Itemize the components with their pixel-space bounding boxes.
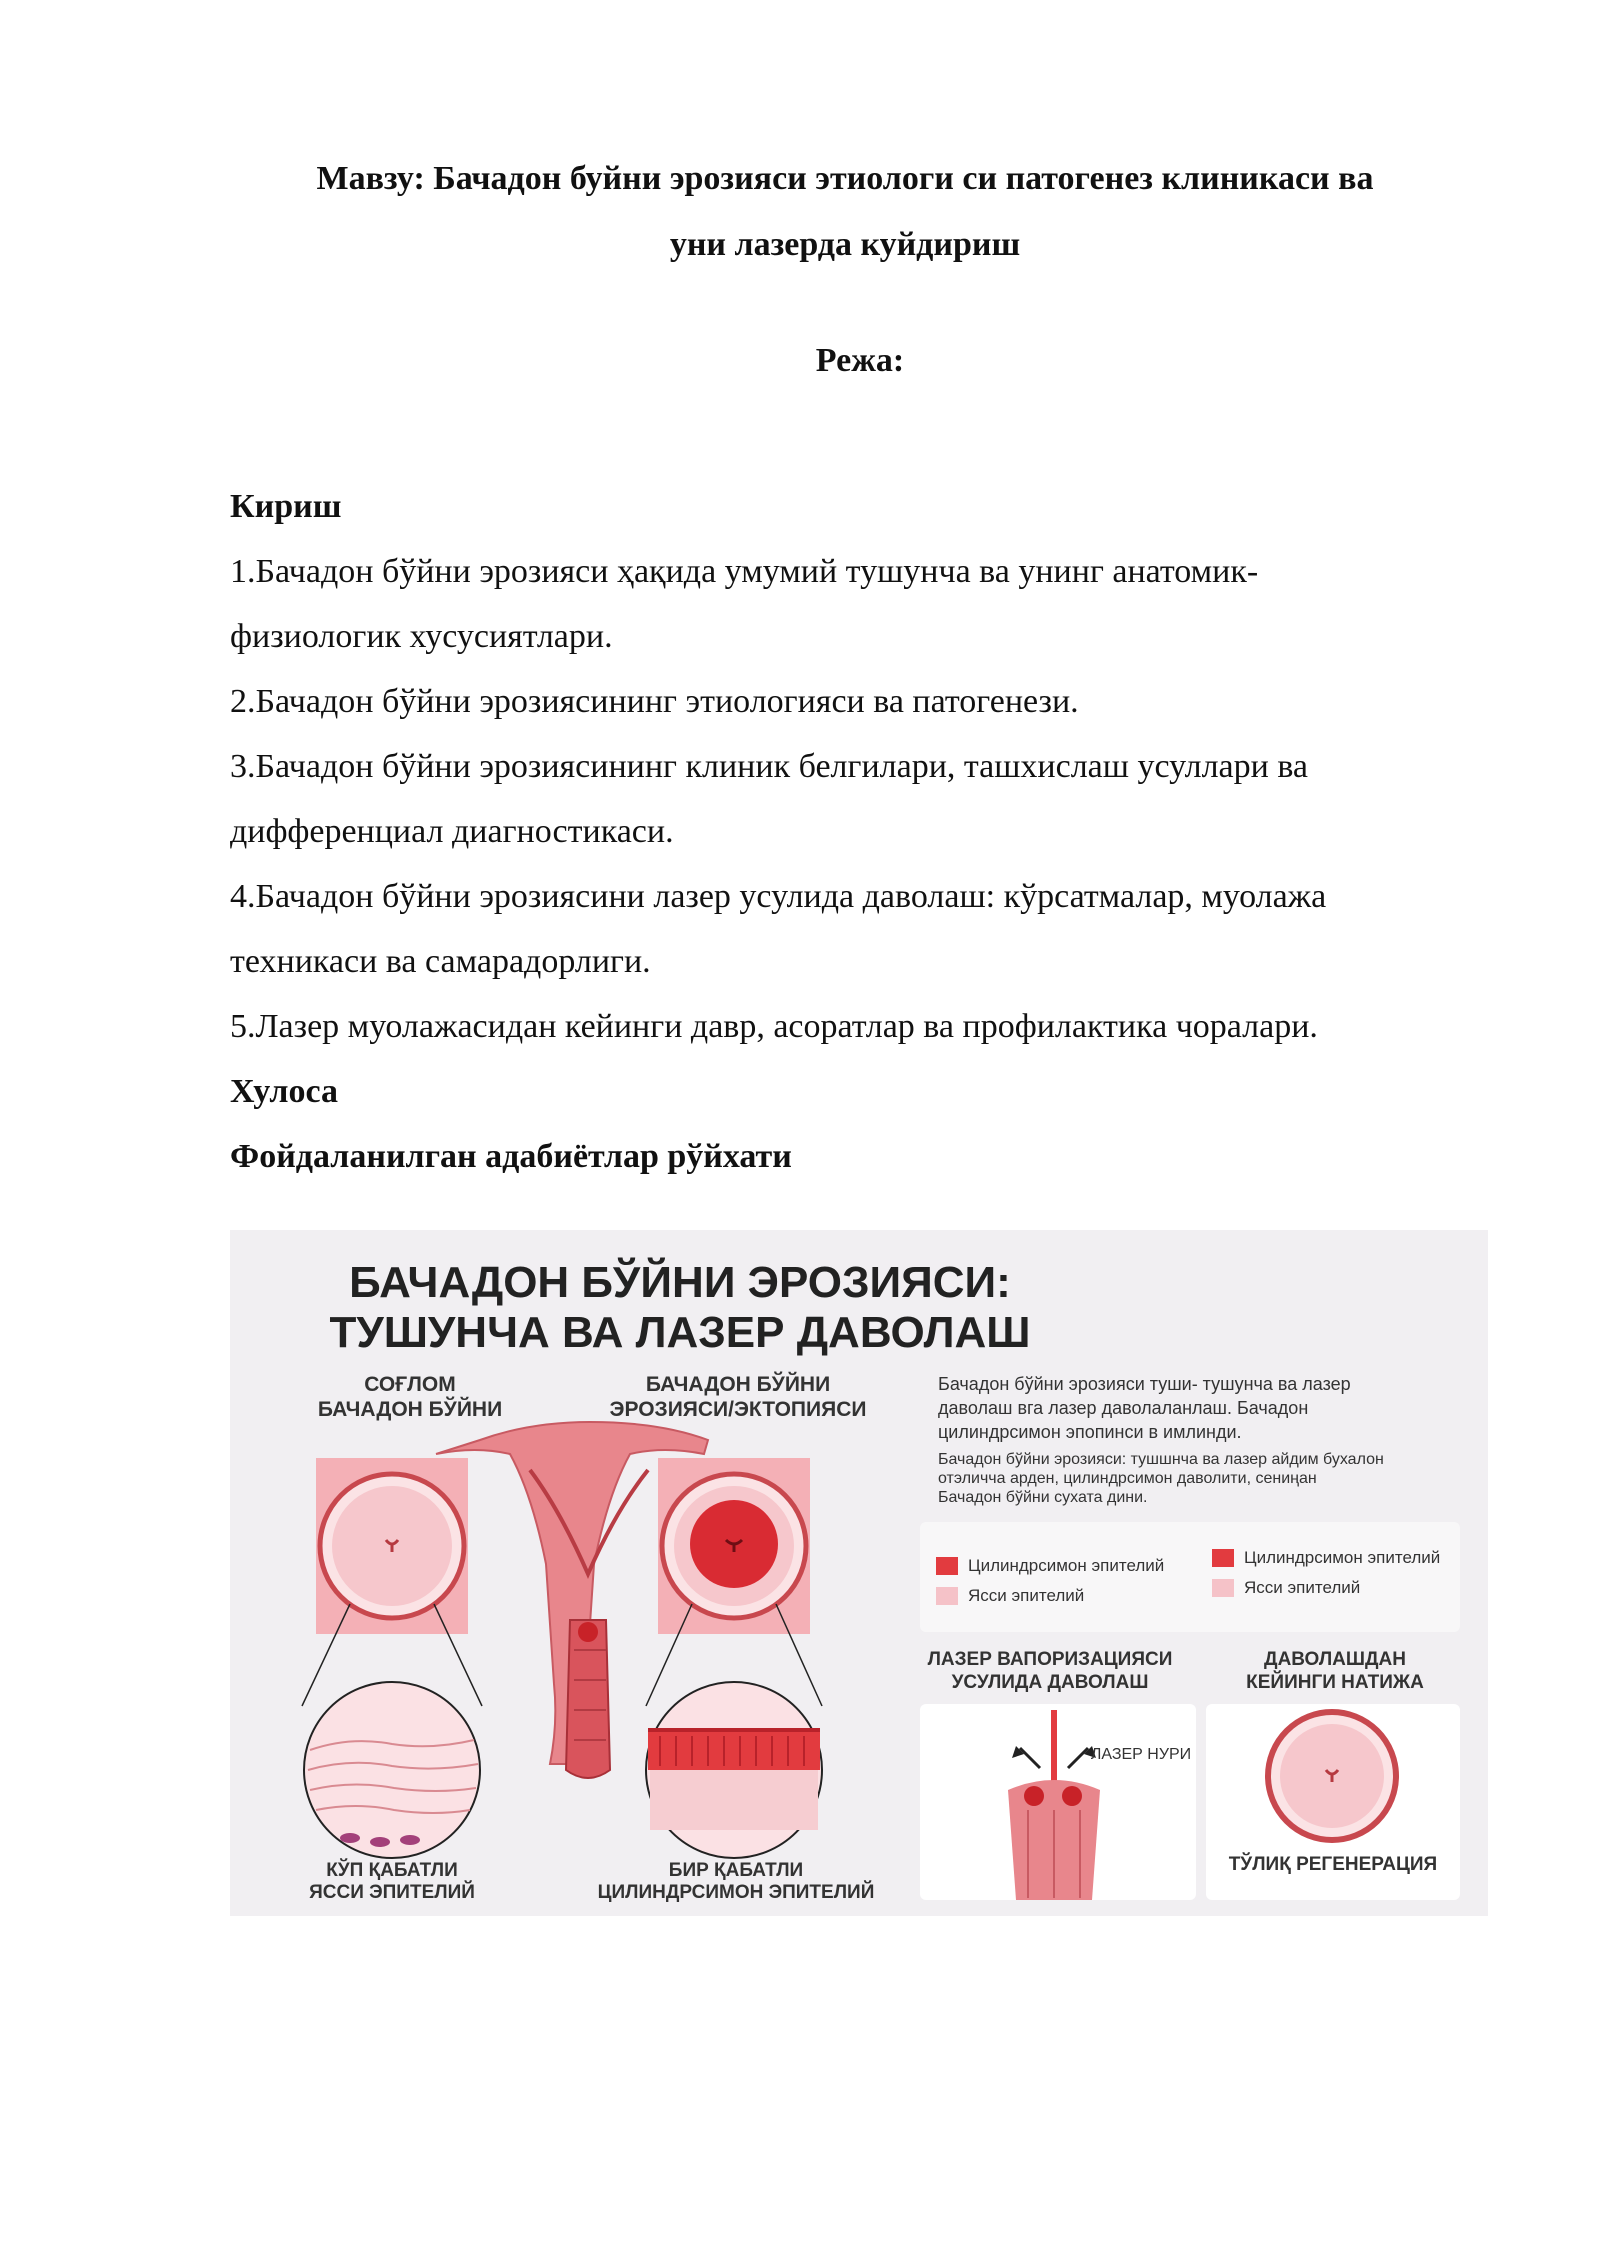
legend-label: Ясси эпителий [968, 1586, 1085, 1605]
plan-item-4a: 4.Бачадон бўйни эрозиясини лазер усулида даволаш: кўрсатмалар, муолажа [230, 878, 1327, 915]
infographic-title-line-2: ТУШУНЧА ВА ЛАЗЕР ДАВОЛАШ [329, 1308, 1031, 1357]
title-line-1: Мавзу: Бачадон буйни эрозияси этиологи си патогенез клиникаси ва [316, 160, 1374, 197]
legend-label: Цилиндрсимон эпителий [1244, 1548, 1441, 1567]
plan-heading: Режа: [815, 342, 905, 379]
references-heading: Фойдаланилган адабиётлар рўйхати [230, 1138, 792, 1175]
desc-line-5: отэличча арден, цилиндрсимон даволити, сениңан [938, 1470, 1317, 1487]
result-caption-line-2: КЕЙИНГИ НАТИЖА [1246, 1672, 1424, 1693]
columnar-caption-line-1: БИР ҚАБАТЛИ [668, 1860, 804, 1881]
plan-item-1b: физиологик хусусиятлари. [230, 618, 613, 655]
infographic-title-line-1: БАЧАДОН БЎЙНИ ЭРОЗИЯСИ: [349, 1258, 1011, 1307]
laser-caption-line-1: ЛАЗЕР ВАПОРИЗАЦИЯСИ [927, 1649, 1173, 1670]
erosion-caption-line-1: БАЧАДОН БЎЙНИ [645, 1373, 831, 1396]
legend-label: Ясси эпителий [1244, 1578, 1361, 1597]
plan-item-2: 2.Бачадон бўйни эрозиясининг этиологияси ва патогенези. [230, 683, 1079, 720]
desc-line-1: Бачадон бўйни эрозияси туши- тушунча ва лазер [938, 1374, 1351, 1394]
title-line-2: уни лазерда куйдириш [669, 226, 1021, 263]
desc-line-6: Бачадон бўйни сухата дини. [938, 1489, 1148, 1506]
plan-list [230, 474, 1480, 1189]
erosion-cervix-illustration [646, 1458, 822, 1858]
laser-beam-label: ЛАЗЕР НУРИ [1090, 1746, 1192, 1763]
columnar-caption-line-2: ЦИЛИНДРСИМОН ЭПИТЕЛИЙ [597, 1882, 875, 1903]
desc-line-4: Бачадон бўйни эрозияси: тушшнча ва лазер айдим бухалон [938, 1451, 1384, 1468]
healthy-caption-line-2: БАЧАДОН БЎЙНИ [317, 1398, 503, 1421]
laser-caption-line-2: УСУЛИДА ДАВОЛАШ [951, 1672, 1149, 1693]
laser-treatment-illustration [1008, 1710, 1100, 1900]
plan-item-3a: 3.Бачадон бўйни эрозиясининг клиник белгилари, ташхислаш усуллари ва [230, 748, 1309, 785]
healthy-caption-line-1: СОҒЛОМ [364, 1373, 456, 1396]
plan-item-3b: дифференциал диагностикаси. [230, 813, 674, 850]
plan-item-5: 5.Лазер муолажасидан кейинги давр, асоратлар ва профилактика чоралари. [230, 1008, 1318, 1045]
anatomy-illustrations [230, 1230, 1488, 1916]
desc-line-2: даволаш вга лазер даволаланлаш. Бачадон [938, 1398, 1309, 1418]
regeneration-illustration [1268, 1712, 1396, 1840]
legend-label: Цилиндрсимон эпителий [968, 1556, 1165, 1575]
conclusion-heading: Хулоса [230, 1073, 338, 1110]
columnar-caption [578, 1860, 894, 1904]
squamous-caption-line-1: КЎП ҚАБАТЛИ [326, 1860, 458, 1881]
result-caption-line-1: ДАВОЛАШДАН [1264, 1649, 1406, 1670]
regeneration-label: ТЎЛИҚ РЕГЕНЕРАЦИЯ [1228, 1854, 1438, 1875]
squamous-caption [280, 1860, 504, 1904]
healthy-cervix-illustration [302, 1458, 482, 1858]
plan-item-1a: 1.Бачадон бўйни эрозияси ҳақида умумий тушунча ва унинг анатомик- [230, 553, 1259, 590]
desc-line-3: цилиндрсимон эпопинси в имлинди. [938, 1422, 1242, 1442]
intro-heading: Кириш [230, 488, 342, 525]
cervical-erosion-infographic [230, 1230, 1488, 1916]
erosion-caption-line-2: ЭРОЗИЯСИ/ЭКТОПИЯСИ [609, 1398, 867, 1421]
squamous-caption-line-2: ЯССИ ЭПИТЕЛИЙ [309, 1882, 475, 1903]
plan-item-4b: техникаси ва самарадорлиги. [230, 943, 651, 980]
document-title [230, 146, 1460, 278]
